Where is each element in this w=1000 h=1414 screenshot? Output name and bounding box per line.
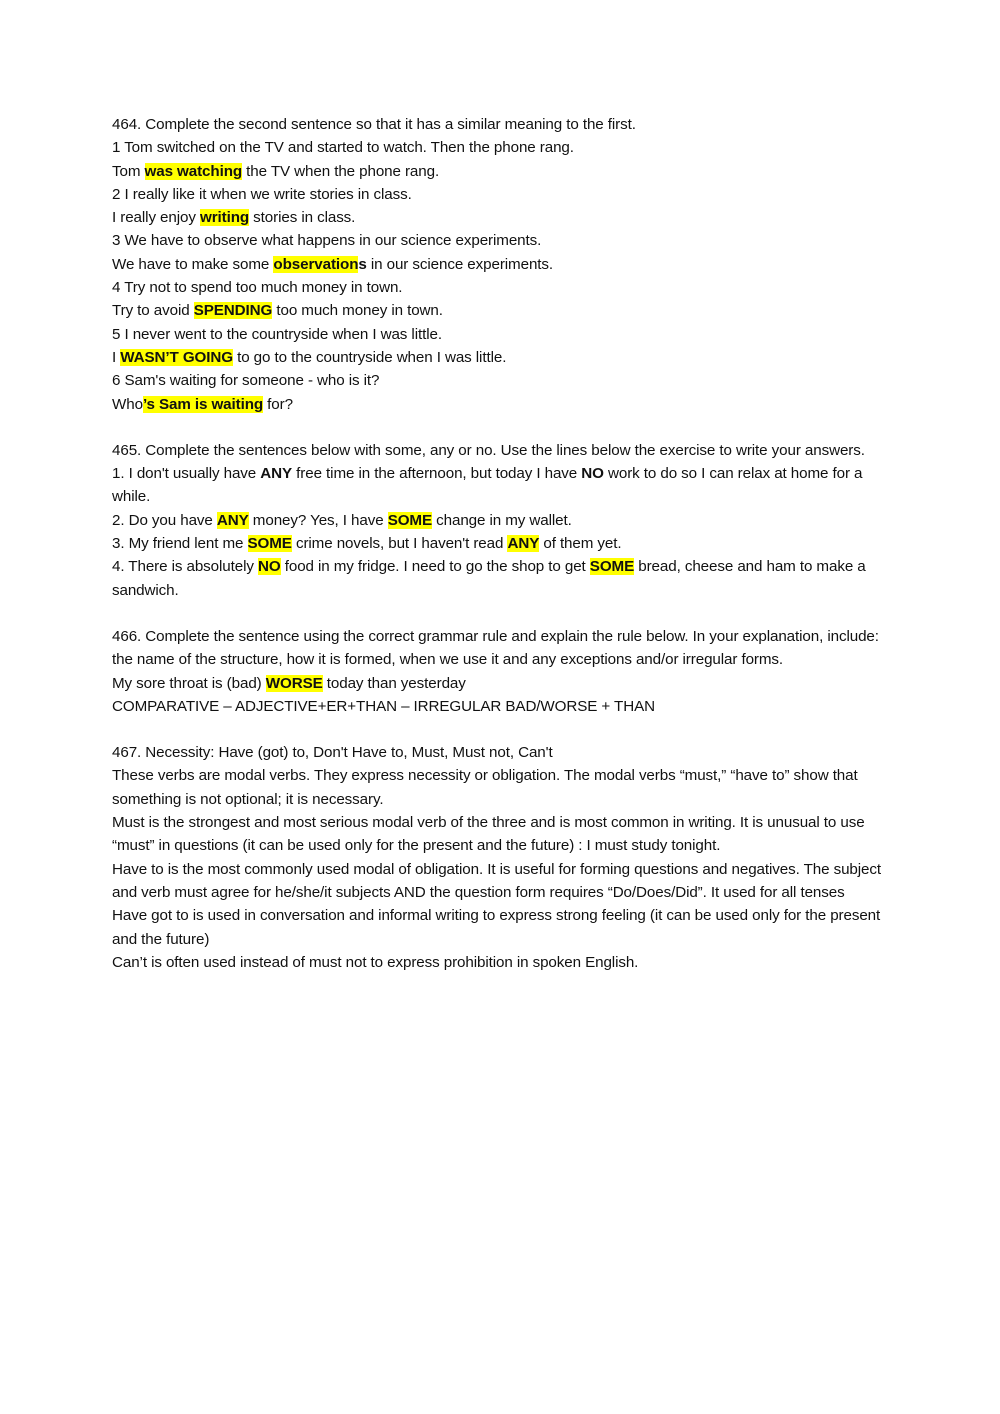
text-run: today than yesterday — [322, 674, 466, 692]
text-run: Can’t is often used instead of must not to express prohibition in spoken English. — [112, 953, 639, 971]
text-line — [112, 555, 900, 602]
text-line — [112, 323, 900, 346]
text-run: free time in the afternoon, but today I have — [292, 465, 582, 483]
highlighted-answer: WASN’T GOING — [120, 348, 233, 366]
text-line — [112, 229, 900, 252]
exercise-464 — [112, 113, 900, 416]
highlighted-answer: writing — [199, 209, 250, 227]
exercise-466 — [112, 625, 900, 718]
text-run: Have got to is used in conversation and informal writing to express strong feeling (it can be used only for the present and the future) — [112, 907, 881, 948]
text-run: to go to the countryside when I was little. — [232, 348, 507, 366]
text-run: Try to avoid — [112, 302, 194, 320]
text-run: COMPARATIVE – ADJECTIVE+ER+THAN – IRREGULAR BAD/WORSE + THAN — [112, 697, 655, 715]
highlighted-answer: ANY — [216, 511, 249, 529]
text-run: Tom — [112, 162, 145, 180]
text-run: 1 Tom switched on the TV and started to watch. Then the phone rang. — [112, 139, 574, 157]
text-run: 1. I don't usually have — [112, 465, 261, 483]
text-line — [112, 951, 900, 974]
text-line — [112, 183, 900, 206]
highlighted-answer: was watching — [144, 162, 243, 180]
text-line — [112, 253, 900, 276]
text-line — [112, 904, 900, 951]
text-run: I really enjoy — [112, 209, 200, 227]
text-run: 466. Complete the sentence using the correct grammar rule and explain the rule below. In your explanation, include: the name of the structure, how it is formed, when we use it and any exceptions and/or irregular forms. — [112, 627, 879, 669]
highlighted-answer: WORSE — [265, 674, 323, 692]
text-line — [112, 462, 900, 509]
text-run: work to do so I can relax at home for a while. — [112, 465, 863, 506]
highlighted-answer: observation — [273, 255, 359, 273]
text-run: 2. Do you have — [112, 511, 217, 529]
highlighted-answer: SOME — [589, 558, 635, 576]
text-run: 467. Necessity: Have (got) to, Don't Have to, Must, Must not, Can't — [112, 744, 553, 762]
text-run: I — [112, 348, 121, 366]
text-run: food in my fridge. I need to go the shop to get — [280, 558, 590, 576]
text-run: We have to make some — [112, 255, 274, 273]
text-line — [112, 206, 900, 229]
highlighted-answer: ’s Sam is waiting — [142, 395, 264, 413]
text-run: bread, cheese and ham to make a sandwich. — [112, 558, 866, 599]
exercise-heading — [112, 741, 900, 764]
highlighted-answer: SPENDING — [193, 302, 273, 320]
text-line — [112, 858, 900, 905]
highlighted-answer: NO — [258, 558, 281, 576]
exercise-465 — [112, 439, 900, 602]
bold-answer: s — [358, 255, 367, 273]
exercise-heading — [112, 439, 900, 462]
text-run: Who — [112, 395, 143, 413]
text-run: 5 I never went to the countryside when I was little. — [112, 325, 442, 343]
text-line — [112, 764, 900, 811]
highlighted-answer: SOME — [387, 511, 433, 529]
text-run: Must is the strongest and most serious modal verb of the three and is most common in writing. It is unusual to use “must” in questions (it can be used only for the present and the future) : I must study tonight. — [112, 814, 865, 855]
text-run: for? — [263, 395, 293, 413]
text-run: crime novels, but I haven't read — [291, 535, 508, 553]
text-run: money? Yes, I have — [248, 511, 388, 529]
text-run: in our science experiments. — [366, 255, 554, 273]
text-run: stories in class. — [249, 209, 356, 227]
text-line — [112, 136, 900, 159]
highlighted-answer: ANY — [507, 535, 540, 553]
text-line — [112, 811, 900, 858]
text-run: Have to is the most commonly used modal of obligation. It is useful for forming questions and negatives. The subject and verb must agree for he/she/it subjects AND the question form requires “Do/Does/Did”. It used for all tenses — [112, 860, 881, 901]
text-line — [112, 393, 900, 416]
text-line — [112, 695, 900, 718]
text-line — [112, 509, 900, 532]
exercise-heading — [112, 113, 900, 136]
text-line — [112, 369, 900, 392]
text-run: 464. Complete the second sentence so that it has a similar meaning to the first. — [112, 116, 636, 133]
bold-answer: ANY — [260, 465, 293, 483]
text-run: My sore throat is (bad) — [112, 674, 266, 692]
text-run: too much money in town. — [272, 302, 443, 320]
text-line — [112, 672, 900, 695]
text-run: change in my wallet. — [432, 511, 572, 529]
text-line — [112, 346, 900, 369]
text-line — [112, 160, 900, 183]
text-run: 2 I really like it when we write stories in class. — [112, 185, 412, 203]
text-line — [112, 532, 900, 555]
text-run: These verbs are modal verbs. They express necessity or obligation. The modal verbs “must,” “have to” show that something is not optional; it is necessary. — [112, 767, 858, 808]
text-run: 465. Complete the sentences below with some, any or no. Use the lines below the exercise to write your answers. — [112, 441, 865, 459]
exercise-467 — [112, 741, 900, 974]
text-run: 4. There is absolutely — [112, 558, 259, 576]
text-run: 3. My friend lent me — [112, 535, 248, 553]
text-line — [112, 299, 900, 322]
bold-answer: NO — [581, 465, 604, 483]
text-run: 6 Sam's waiting for someone - who is it? — [112, 372, 380, 390]
highlighted-answer: SOME — [247, 535, 292, 553]
text-run: of them yet. — [539, 535, 622, 553]
text-line — [112, 276, 900, 299]
text-run: 3 We have to observe what happens in our science experiments. — [112, 232, 542, 250]
exercise-heading — [112, 625, 900, 672]
text-run: the TV when the phone rang. — [242, 162, 440, 180]
text-run: 4 Try not to spend too much money in town. — [112, 279, 403, 297]
